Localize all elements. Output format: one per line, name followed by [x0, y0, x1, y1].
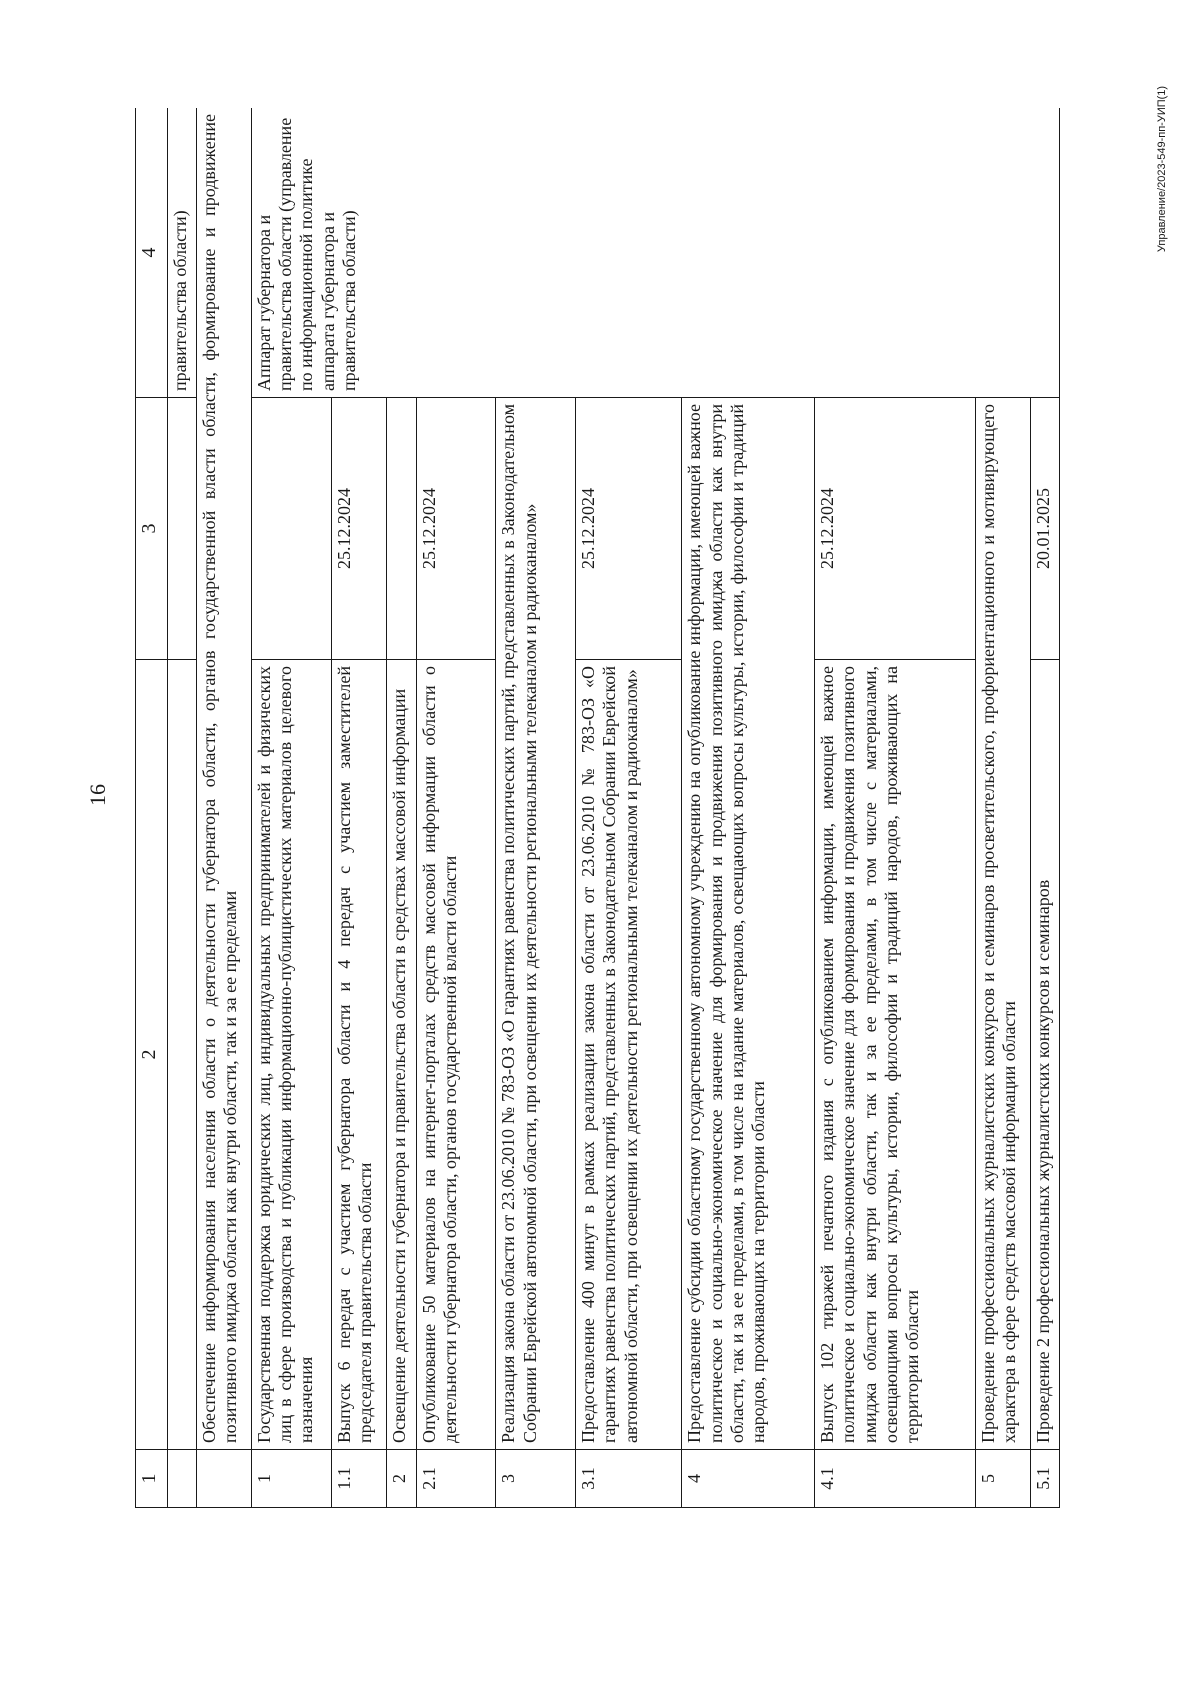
measure-description: Предоставление 400 минут в рамках реализации закона области от 23.06.2010 № 783-ОЗ «О гарантиях равенства политических партий, представленных в Законодательном Собрании Еврейской автономной области, при освещении их деятельности региональными телеканалом и радиоканалом»: [576, 660, 682, 1450]
deadline-date: [386, 398, 416, 660]
row-number: 4.1: [815, 1450, 975, 1508]
measure-description: Выпуск 102 тиражей печатного издания с опубликованием информации, имеющей важное политическое и социально-экономическое значение для формирования и продвижения позитивного имиджа области как внутри области, так и за ее пределами, в том числе с материалами, освещающими вопросы культуры, истории, философии и традиций народов, проживающих на территории области: [815, 660, 975, 1450]
measure-description: Проведение 2 профессиональных журналистских конкурсов и семинаров: [1030, 660, 1059, 1450]
responsible-continuation-cell: правительства области): [167, 108, 196, 398]
document-footer-id: Управление/2023-549-пп-УИП(1): [1156, 85, 1168, 253]
table-row-continuation: [167, 108, 196, 1508]
measure-description: Выпуск 6 передач с участием губернатора области и 4 передач с участием заместителей председателя правительства области: [331, 660, 386, 1450]
row-number: 4: [682, 1450, 815, 1508]
row-number: 3: [496, 1450, 576, 1508]
measure-description: Освещение деятельности губернатора и правительства области в средствах массовой информации: [386, 660, 416, 1450]
deadline-date: 25.12.2024: [416, 398, 496, 660]
table-header-row: [136, 108, 168, 1508]
deadline-date: [251, 398, 331, 660]
main-task-cell: Обеспечение информирования населения области о деятельности губернатора области, органов государственной власти области, формирование и продвижение позитивного имиджа области как внутри области, так и за ее пределами: [196, 108, 251, 1450]
header-col-3: 3: [136, 398, 168, 660]
measure-description: Опубликование 50 материалов на интернет-порталах средств массовой информации области о деятельности губернатора области, органов государственной власти области: [416, 660, 496, 1450]
empty-cell: [167, 398, 196, 660]
table-row-main-task: [196, 108, 251, 1508]
responsible-executor-cell: Аппарат губернатора и правительства области (управление по информационной политике аппарата губернатора и правительства области): [251, 108, 1059, 398]
row-number: 2: [386, 1450, 416, 1508]
deadline-date: 25.12.2024: [576, 398, 682, 660]
program-measures-table: [135, 108, 1060, 1508]
row-number: 2.1: [416, 1450, 496, 1508]
empty-cell: [167, 1450, 196, 1508]
measure-description: Проведение профессиональных журналистских конкурсов и семинаров просветительского, профориентационного и мотивирующего характера в сфере средств массовой информации области: [975, 398, 1030, 1450]
table-frame: [135, 108, 1060, 1508]
rotated-table-container: [135, 108, 1060, 1508]
row-number: 5.1: [1030, 1450, 1059, 1508]
row-number: 1.1: [331, 1450, 386, 1508]
empty-cell: [167, 660, 196, 1450]
row-number: 5: [975, 1450, 1030, 1508]
deadline-date: 25.12.2024: [815, 398, 975, 660]
table-row: [251, 108, 331, 1508]
deadline-date: 25.12.2024: [331, 398, 386, 660]
measure-description: Предоставление субсидии областному государственному автономному учреждению на опубликование информации, имеющей важное политическое и социально-экономическое значение для формирования и продвижения позитивного имиджа области как внутри области, так и за ее пределами, в том числе на издание материалов, освещающих вопросы культуры, истории, философии и традиций народов, проживающих на территории области: [682, 398, 815, 1450]
row-number: 3.1: [576, 1450, 682, 1508]
empty-cell: [196, 1450, 251, 1508]
page-number: 16: [85, 784, 110, 806]
header-col-2: 2: [136, 660, 168, 1450]
header-col-1: 1: [136, 1450, 168, 1508]
row-number: 1: [251, 1450, 331, 1508]
deadline-date: 20.01.2025: [1030, 398, 1059, 660]
measure-description: Государственная поддержка юридических лиц, индивидуальных предпринимателей и физических лиц в сфере производства и публикации информационно-публицистических материалов целевого назначения: [251, 660, 331, 1450]
header-col-4: 4: [136, 108, 168, 398]
measure-description: Реализация закона области от 23.06.2010 № 783-ОЗ «О гарантиях равенства политических партий, представленных в Законодательном Собрании Еврейской автономной области, при освещении их деятельности региональными телеканалом и радиоканалом»: [496, 398, 576, 1450]
